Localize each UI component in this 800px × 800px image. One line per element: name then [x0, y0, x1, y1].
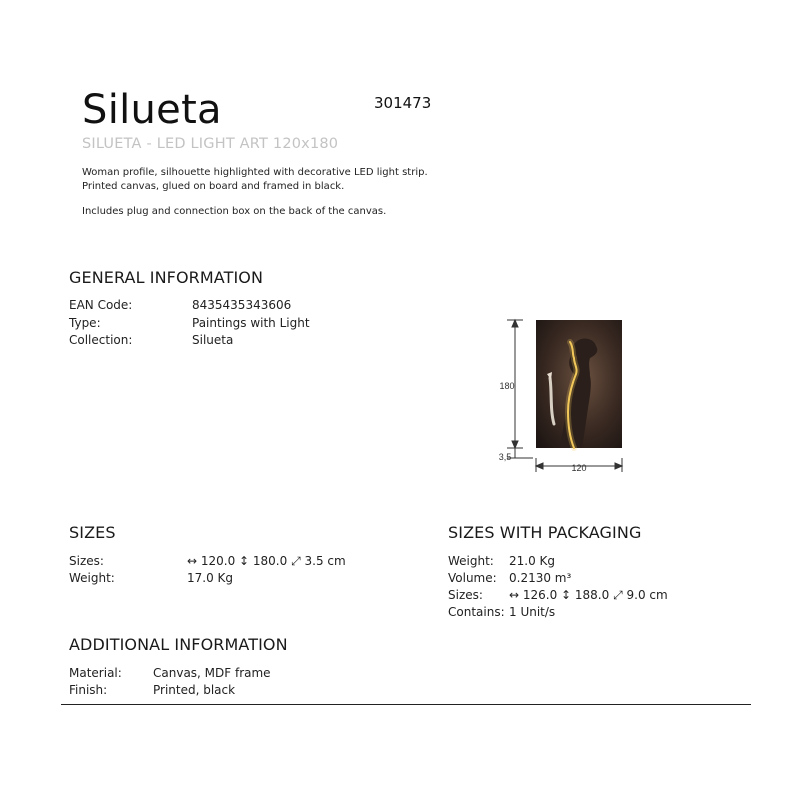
product-description: Woman profile, silhouette highlighted with decorative LED light strip. Printed canvas, glued on board and framed in black.: [82, 167, 428, 192]
general-info-title: GENERAL INFORMATION: [69, 268, 264, 287]
row-value: ↔ 120.0 ↕ 180.0 ⤢ 3.5 cm: [187, 554, 346, 568]
row-label: Collection:: [69, 333, 133, 347]
row-value: 21.0 Kg: [509, 554, 556, 568]
row-label: EAN Code:: [69, 298, 133, 312]
row-label: Type:: [69, 316, 101, 330]
product-reference: 301473: [374, 94, 432, 112]
row-value: ↔ 126.0 ↕ 188.0 ⤢ 9.0 cm: [509, 588, 668, 602]
sizes-title: SIZES: [69, 523, 116, 542]
row-label: Sizes:: [69, 554, 104, 568]
row-value: Paintings with Light: [192, 316, 310, 330]
packaging-title: SIZES WITH PACKAGING: [448, 523, 642, 542]
product-subtitle: SILUETA - LED LIGHT ART 120x180: [82, 136, 339, 152]
width-label: 120: [571, 463, 587, 473]
row-value: 0.2130 m³: [509, 571, 572, 585]
row-value: 17.0 Kg: [187, 571, 234, 585]
product-dimension-drawing: [490, 312, 640, 482]
row-value: Silueta: [192, 333, 234, 347]
additional-info-title: ADDITIONAL INFORMATION: [69, 635, 288, 654]
row-label: Finish:: [69, 683, 108, 697]
row-label: Weight:: [448, 554, 494, 568]
row-label: Volume:: [448, 571, 497, 585]
bottom-divider: [61, 704, 751, 705]
row-value: 8435435343606: [192, 298, 292, 312]
row-value: 1 Unit/s: [509, 605, 556, 619]
row-label: Weight:: [69, 571, 115, 585]
row-label: Material:: [69, 666, 122, 680]
product-description-extra: Includes plug and connection box on the back of the canvas.: [82, 206, 387, 217]
depth-label: 3,5: [498, 452, 512, 462]
height-label: 180: [499, 381, 515, 391]
row-label: Contains:: [448, 605, 505, 619]
row-value: Printed, black: [153, 683, 236, 697]
row-label: Sizes:: [448, 588, 483, 602]
product-title: Silueta: [82, 87, 222, 133]
row-value: Canvas, MDF frame: [153, 666, 271, 680]
